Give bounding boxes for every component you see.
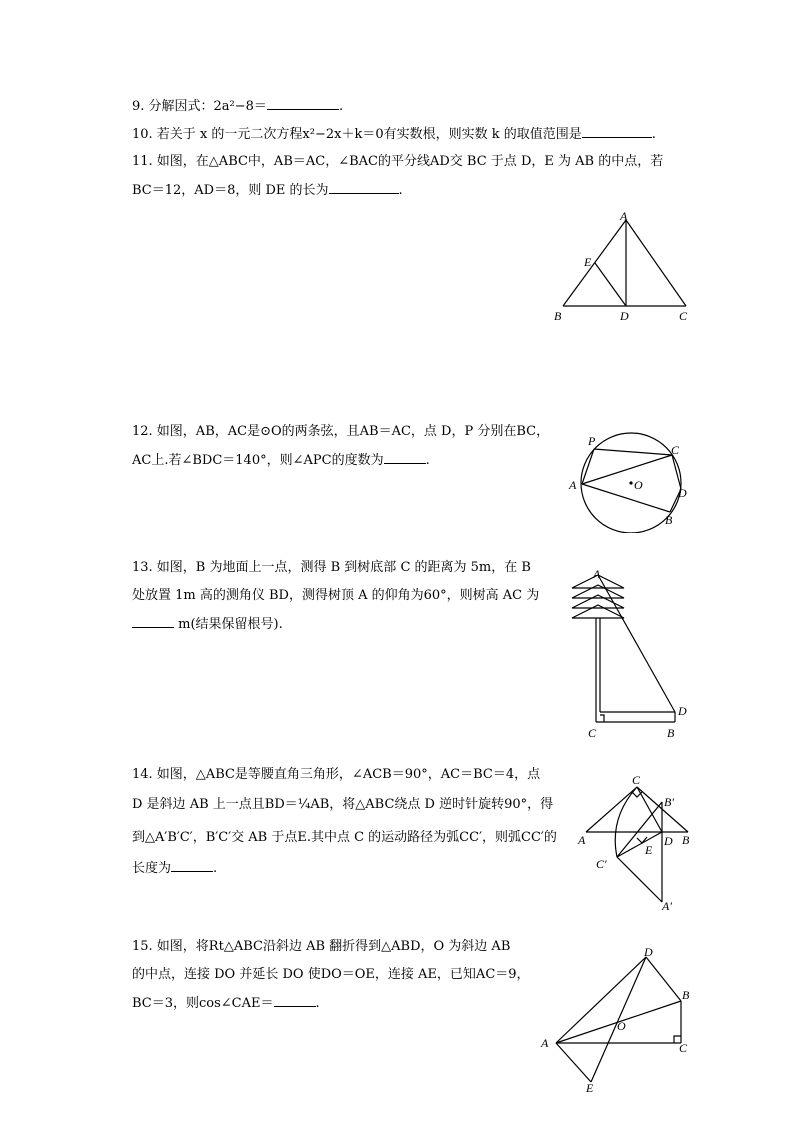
figure-13 (568, 565, 693, 743)
problem-text: 长度为 (132, 861, 172, 876)
punct: . (338, 99, 344, 114)
seg-ac (582, 455, 672, 484)
problem-text: BC＝12，AD＝8，则 DE 的长为 (132, 183, 329, 198)
label-e: E (645, 843, 653, 857)
answer-blank (267, 97, 339, 110)
problem-text: 的中点，连接 DO 并延长 DO 使DO＝OE，连接 AE，已知AC＝9， (132, 967, 530, 982)
seg-de (595, 263, 626, 306)
problem-text: 11. 如图，在△ABC中，AB＝AC，∠BAC的平分线AD交 BC 于点 D，E 为 AB 的中点，若 (132, 154, 664, 169)
seg-ae (556, 1043, 591, 1082)
label-d: D (620, 309, 629, 323)
seg-ac (626, 220, 686, 306)
figure-14 (574, 770, 699, 915)
label-a1: A′ (662, 899, 672, 913)
problem-14-line1 (132, 766, 540, 784)
problem-14-line4 (132, 859, 217, 878)
problem-text: 9. 分解因式：2a²−8＝ (132, 99, 267, 114)
label-a: A (569, 478, 577, 492)
label-d: D (678, 704, 687, 718)
seg-ab (582, 484, 670, 512)
punct: . (315, 996, 320, 1011)
seg-ca (586, 787, 637, 832)
label-c: C (671, 443, 680, 457)
label-b: B (682, 988, 690, 1002)
problem-text: m(结果保留根号). (174, 617, 283, 632)
figure-11 (548, 208, 698, 326)
problem-15-line2 (132, 966, 530, 984)
problem-text: 14. 如图，△ABC是等腰直角三角形，∠ACB＝90°，AC＝BC＝4，点 (132, 767, 541, 782)
problem-text: 处放置 1m 高的测角仪 BD，测得树顶 A 的仰角为60°，则树高 AC 为 (132, 588, 540, 603)
answer-blank (171, 859, 213, 872)
label-b: B (682, 833, 690, 847)
seg-ad (556, 957, 646, 1043)
problem-text: 到△A′B′C′，B′C′交 AB 于点E.其中点 C 的运动路径为弧CC′，则弧CC′的 (132, 830, 557, 845)
problem-text: 13. 如图，B 为地面上一点，测得 B 到树底部 C 的距离为 5m，在 B (132, 560, 531, 575)
label-d: D (664, 834, 673, 848)
tree-layer-2 (572, 585, 624, 598)
tree-layer-3 (572, 595, 624, 608)
seg-c1a1 (617, 857, 662, 902)
problem-text: 15. 如图，将Rt△ABC沿斜边 AB 翻折得到△ABD，O 为斜边 AB (132, 939, 511, 954)
label-c1: C′ (596, 857, 607, 871)
problem-10 (132, 125, 656, 144)
label-e: E (586, 1081, 594, 1095)
problem-text: 10. 若关于 x 的一元二次方程x²−2x＋k＝0有实数根，则实数 k 的取值范围是 (132, 127, 582, 142)
label-b: B (554, 309, 562, 323)
label-a: A (593, 567, 601, 581)
problem-text: BC＝3，则cos∠CAE＝ (132, 996, 274, 1011)
answer-blank (329, 181, 399, 194)
punct: . (425, 453, 430, 468)
problem-text: AC上.若∠BDC＝140°，则∠APC的度数为 (132, 453, 384, 468)
center-dot (629, 481, 632, 484)
problem-14-line2 (132, 796, 553, 814)
answer-blank (132, 615, 174, 628)
label-b: B (665, 513, 673, 527)
problem-12-line1 (132, 423, 549, 441)
answer-blank (274, 994, 316, 1007)
label-c: C (679, 309, 688, 323)
label-o: O (617, 1019, 626, 1033)
problem-11-line2 (132, 181, 403, 200)
label-c: C (588, 726, 597, 740)
problem-15-line1 (132, 938, 510, 956)
problem-15-line3 (132, 994, 320, 1013)
seg-dc1 (617, 832, 662, 857)
problem-9 (132, 97, 343, 116)
seg-pc (594, 449, 672, 455)
punct: . (213, 861, 218, 876)
problem-text: 12. 如图，AB，AC是⊙O的两条弦，且AB＝AC，点 D，P 分别在BC， (132, 424, 550, 439)
label-d: D (678, 486, 687, 500)
problem-text: D 是斜边 AB 上一点且BD＝¼AB，将△ABC绕点 D 逆时针旋转90°，得 (132, 797, 554, 812)
problem-11-line1 (132, 153, 663, 171)
label-c: C (632, 773, 641, 787)
answer-blank (384, 451, 426, 464)
seg-b1c1 (617, 802, 662, 857)
sight-line (598, 575, 675, 712)
label-p: P (588, 434, 596, 448)
punct: . (398, 183, 403, 198)
punct: . (651, 127, 656, 142)
label-o: O (634, 478, 643, 492)
label-a: A (578, 833, 586, 847)
label-c: C (679, 1041, 688, 1055)
answer-blank (582, 125, 652, 138)
label-b: B (667, 726, 675, 740)
label-a: A (541, 1036, 549, 1050)
figure-12 (565, 425, 695, 533)
label-e: E (584, 255, 592, 269)
problem-14-line3 (132, 829, 557, 847)
label-b1: B′ (664, 795, 674, 809)
problem-13-line1 (132, 559, 531, 577)
problem-13-line3 (132, 615, 283, 634)
figure-15 (536, 940, 696, 1095)
seg-db (646, 957, 681, 1001)
problem-12-line2 (132, 451, 430, 470)
problem-13-line2 (132, 587, 539, 605)
label-a: A (620, 209, 628, 223)
right-angle-mark (600, 715, 604, 722)
label-d: D (644, 945, 653, 959)
